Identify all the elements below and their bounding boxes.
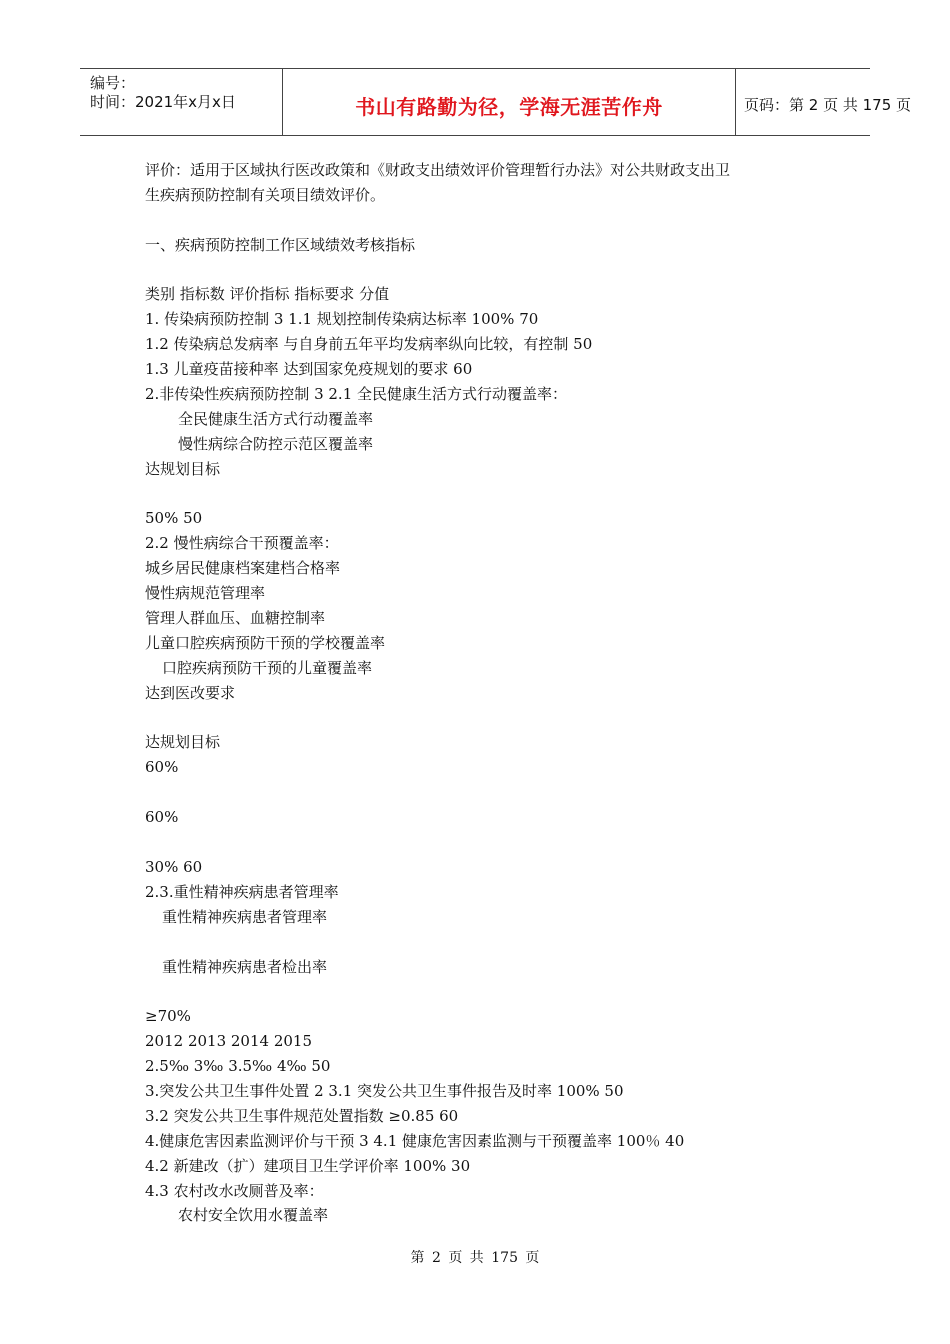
indicator-line: 慢性病综合防控示范区覆盖率 [178, 434, 374, 453]
indicator-line: 农村安全饮用水覆盖率 [178, 1206, 329, 1225]
indicator-line: 2012 2013 2014 2015 [145, 1032, 312, 1051]
indicator-line: 儿童口腔疾病预防干预的学校覆盖率 [145, 633, 386, 652]
indicator-line: 60% [145, 808, 179, 827]
indicator-line: 4.健康危害因素监测评价与干预 3 4.1 健康危害因素监测与干预覆盖率 100％ 40 [145, 1131, 685, 1150]
intro-line: 生疾病预防控制有关项目绩效评价。 [145, 185, 386, 204]
indicator-line: 重性精神疾病患者检出率 [162, 957, 328, 976]
page-footer: 第 2 页 共 175 页 [410, 1250, 540, 1266]
indicator-line: 2.非传染性疾病预防控制 3 2.1 全民健康生活方式行动覆盖率： [145, 385, 568, 404]
indicator-line: 1.2 传染病总发病率 与自身前五年平均发病率纵向比较，有控制 50 [145, 335, 593, 354]
indicator-line: 4.2 新建改（扩）建项目卫生学评价率 100% 30 [145, 1156, 471, 1175]
document-date: 时间：2021年x月x日 [90, 93, 236, 111]
header-page-cell [736, 69, 912, 135]
indicator-line: 管理人群血压、血糖控制率 [145, 609, 326, 628]
indicator-line: 60% [145, 758, 179, 777]
indicator-line: 3.突发公共卫生事件处置 2 3.1 突发公共卫生事件报告及时率 100% 50 [145, 1081, 624, 1100]
indicator-line: 达规划目标 [145, 459, 221, 478]
indicator-line: 30% 60 [145, 857, 203, 876]
indicator-line: 2.2 慢性病综合干预覆盖率： [145, 534, 339, 553]
document-number: 编号： [90, 74, 136, 92]
document-body [145, 158, 815, 1228]
indicator-line: ≥70% [145, 1007, 191, 1026]
indicator-line: 达规划目标 [145, 733, 221, 752]
intro-line: 评价：适用于区域执行医改政策和《财政支出绩效评价管理暂行办法》对公共财政支出卫 [145, 161, 731, 179]
indicator-line: 全民健康生活方式行动覆盖率 [178, 409, 374, 428]
indicator-line: 城乡居民健康档案建档合格率 [145, 559, 341, 578]
indicator-line: 口腔疾病预防干预的儿童覆盖率 [162, 658, 373, 677]
indicator-line: 50% 50 [145, 509, 203, 528]
header-motto: 书山有路勤为径，学海无涯苦作舟 [355, 95, 663, 119]
section-title: 一、疾病预防控制工作区域绩效考核指标 [145, 235, 416, 254]
header-page-info: 页码：第 2 页 共 175 页 [744, 96, 912, 114]
indicator-line: 重性精神疾病患者管理率 [162, 907, 328, 926]
indicator-line: 慢性病规范管理率 [145, 584, 266, 603]
page-header [80, 68, 912, 136]
indicator-line: 4.3 农村改水改厕普及率： [145, 1181, 324, 1200]
indicator-line: 2.5‰ 3‰ 3.5‰ 4‰ 50 [145, 1057, 331, 1076]
indicator-line: 3.2 突发公共卫生事件规范处置指数 ≥0.85 60 [145, 1106, 459, 1125]
indicator-line: 2.3.重性精神疾病患者管理率 [145, 882, 339, 901]
indicator-line: 达到医改要求 [145, 683, 236, 702]
indicator-line: 1. 传染病预防控制 3 1.1 规划控制传染病达标率 100% 70 [145, 310, 539, 329]
header-motto-cell [282, 69, 736, 135]
table-header-line: 类别 指标数 评价指标 指标要求 分值 [145, 285, 390, 304]
indicator-line: 1.3 儿童疫苗接种率 达到国家免疫规划的要求 60 [145, 360, 473, 379]
header-meta-cell [80, 69, 282, 135]
